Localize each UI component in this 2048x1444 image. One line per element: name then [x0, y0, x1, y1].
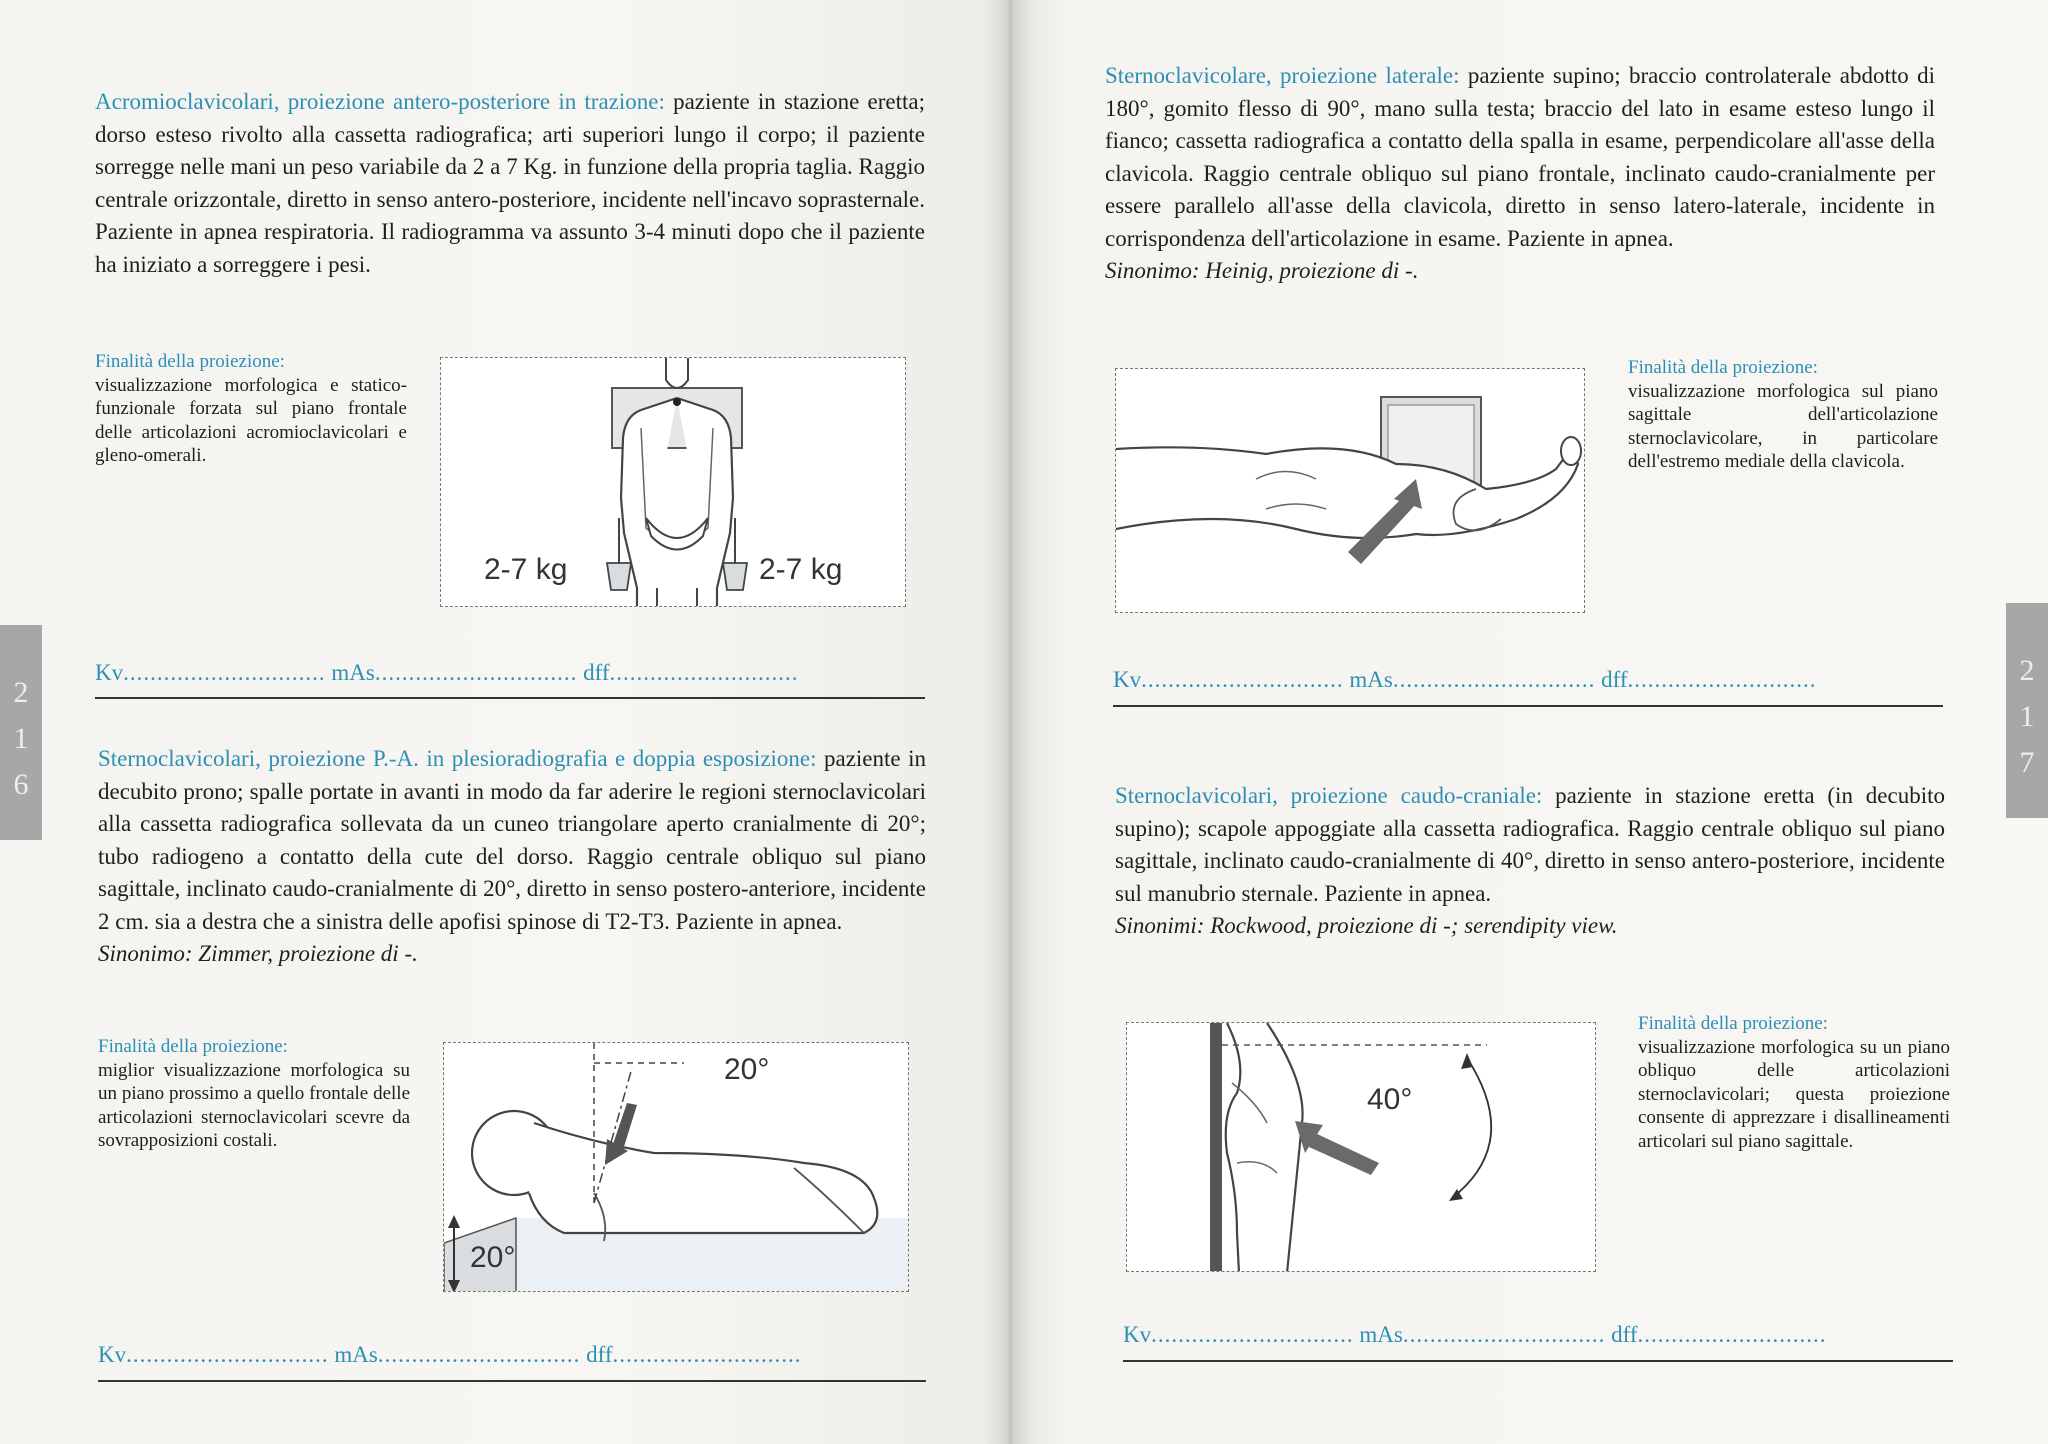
page-number-tab-left: 2 1 6: [0, 625, 42, 840]
figure-prone-patient-wedge: [443, 1042, 909, 1292]
mas-field: ..............................: [1402, 1322, 1606, 1347]
mas-field: ..............................: [374, 660, 578, 685]
mas-field: ..............................: [377, 1342, 581, 1367]
book-gutter: [985, 0, 1035, 1444]
section-body: paziente in stazione eretta (in decubito supino); scapole appoggiate alla cassetta radiografica. Raggio centrale obliquo sul piano sagittale, inclinato caudo-cranialmente di 40°, diretto in senso antero-posteriore, incidente sul manubrio sternale. Paziente in apnea.: [1115, 783, 1945, 906]
purpose-title: Finalità della proiezione:: [1638, 1013, 1828, 1034]
section-sternoclavicular-lateral: [1105, 60, 1935, 288]
section-synonym: Sinonimo: Zimmer, proiezione di -.: [98, 941, 418, 966]
section-body: paziente in stazione eretta; dorso esteso rivolto alla cassetta radiografica; arti superiori lungo il corpo; il paziente sorregge nelle mani un peso variabile da 2 a 7 Kg. in funzione della propria taglia. Raggio centrale orizzontale, diretto in senso antero-posteriore, incidente nell'incavo soprasternale. Paziente in apnea respiratoria. Il radiogramma va assunto 3-4 minuti dopo che il paziente ha iniziato a sorreggere i pesi.: [95, 89, 925, 277]
purpose-block: [98, 1035, 410, 1153]
purpose-title: Finalità della proiezione:: [98, 1036, 288, 1057]
section-heading: Sternoclavicolari, proiezione P.-A. in plesioradiografia e doppia esposizione:: [98, 746, 824, 771]
purpose-block: [1628, 356, 1938, 474]
dff-field: ............................: [612, 1342, 802, 1367]
section-heading: Acromioclavicolari, proiezione antero-posteriore in trazione:: [95, 89, 674, 114]
section-heading: Sternoclavicolare, proiezione laterale:: [1105, 63, 1468, 88]
mas-label: mAs: [1349, 667, 1393, 692]
purpose-text: visualizzazione morfologica sul piano sagittale dell'articolazione sternoclavicolare, in particolare dell'estremo mediale della clavicola.: [1628, 380, 1938, 472]
purpose-block: [1638, 1012, 1950, 1153]
figure-standing-caudo-cranial: [1126, 1022, 1596, 1272]
dff-label: dff: [586, 1342, 613, 1367]
divider-rule: [95, 697, 925, 699]
angle-label-top: 20°: [724, 1053, 770, 1086]
kv-label: Kv: [98, 1342, 127, 1367]
page-number-tab-right: 2 1 7: [2006, 603, 2048, 818]
mas-field: ..............................: [1392, 667, 1596, 692]
purpose-text: visualizzazione morfologica su un piano obliquo delle articolazioni sternoclavicolari; questa proiezione consente di apprezzare i disallineamenti articolari sul piano sagittale.: [1638, 1036, 1950, 1152]
dff-field: ............................: [1627, 667, 1817, 692]
figure-standing-patient-weights: [440, 357, 906, 607]
weight-label-left: 2-7 kg: [484, 553, 568, 586]
kv-label: Kv: [1113, 667, 1142, 692]
section-body: paziente in decubito prono; spalle portate in avanti in modo da far aderire le regioni sternoclavicolari alla cassetta radiografica sollevata da un cuneo triangolare aperto cranialmente di 20°; tubo radiogeno a contatto della cute del dorso. Raggio centrale obliquo sul piano sagittale, inclinato caudo-cranialmente di 20°, diretto in senso postero-anteriore, incidente 2 cm. sia a destra che a sinistra delle apofisi spinose di T2-T3. Paziente in apnea.: [98, 746, 926, 934]
purpose-text: miglior visualizzazione morfologica su un piano prossimo a quello frontale delle articolazioni sternoclavicolari scevre da sovrapposizioni costali.: [98, 1059, 410, 1151]
purpose-title: Finalità della proiezione:: [1628, 357, 1818, 378]
standing-side-patient-illustration: [1127, 1023, 1596, 1272]
section-synonym: Sinonimi: Rockwood, proiezione di -; serendipity view.: [1115, 913, 1618, 938]
section-body: paziente supino; braccio controlaterale abdotto di 180°, gomito flesso di 90°, mano sulla testa; braccio del lato in esame esteso lungo il fianco; cassetta radiografica a contatto della spalla in esame, perpendicolare all'asse della clavicola. Raggio centrale obliquo sul piano frontale, inclinato caudo-cranialmente per essere parallelo all'asse della clavicola, diretto in senso latero-laterale, incidente in corrispondenza dell'articolazione in esame. Paziente in apnea.: [1105, 63, 1935, 251]
dff-field: ............................: [1637, 1322, 1827, 1347]
divider-rule: [1123, 1360, 1953, 1362]
exposure-fields: [1113, 667, 1816, 693]
mas-label: mAs: [1359, 1322, 1403, 1347]
purpose-title: Finalità della proiezione:: [95, 351, 285, 372]
mas-label: mAs: [331, 660, 375, 685]
dff-label: dff: [1601, 667, 1628, 692]
angle-label-wedge: 20°: [470, 1241, 516, 1274]
divider-rule: [98, 1380, 926, 1382]
mas-label: mAs: [334, 1342, 378, 1367]
dff-label: dff: [583, 660, 610, 685]
exposure-fields: [98, 1342, 801, 1368]
section-acromioclavicular-ap: [95, 86, 925, 281]
kv-field: ..............................: [123, 660, 326, 685]
kv-field: ..............................: [126, 1342, 329, 1367]
section-sternoclavicular-pa: [98, 743, 926, 971]
figure-supine-lateral: [1115, 368, 1585, 613]
exposure-fields: [1123, 1322, 1826, 1348]
divider-rule: [1113, 705, 1943, 707]
section-sternoclavicular-caudo-cranial: [1115, 780, 1945, 943]
purpose-block: [95, 350, 407, 468]
exposure-fields: [95, 660, 798, 686]
dff-field: ............................: [609, 660, 799, 685]
purpose-text: visualizzazione morfologica e statico-funzionale forzata sul piano frontale delle articolazioni acromioclavicolari e gleno-omerali.: [95, 374, 407, 466]
weight-label-right: 2-7 kg: [759, 553, 843, 586]
section-synonym: Sinonimo: Heinig, proiezione di -.: [1105, 258, 1419, 283]
kv-field: ..............................: [1141, 667, 1344, 692]
supine-patient-illustration: [1116, 369, 1585, 613]
section-heading: Sternoclavicolari, proiezione caudo-craniale:: [1115, 783, 1556, 808]
kv-label: Kv: [1123, 1322, 1152, 1347]
angle-label: 40°: [1367, 1083, 1413, 1116]
kv-label: Kv: [95, 660, 124, 685]
kv-field: ..............................: [1151, 1322, 1354, 1347]
dff-label: dff: [1611, 1322, 1638, 1347]
